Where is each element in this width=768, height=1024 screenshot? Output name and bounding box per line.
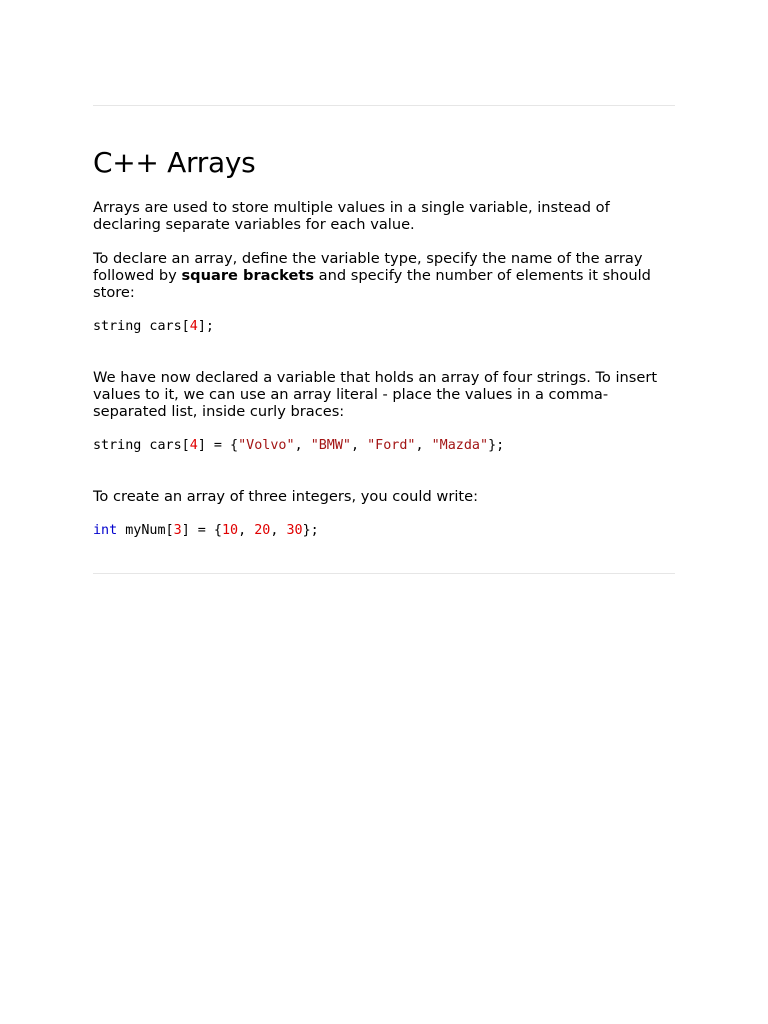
code-keyword: int: [93, 523, 118, 538]
code-number: 10: [222, 523, 239, 538]
code-text: ,: [351, 438, 368, 453]
code-number: 20: [254, 523, 271, 538]
code-text: myNum[: [117, 523, 174, 538]
code-text: ] = {: [197, 438, 239, 453]
declare-paragraph: [93, 250, 675, 301]
intro-paragraph: Arrays are used to store multiple values in a single variable, instead of declaring separate variables for each value.: [93, 199, 610, 233]
declare-text-after: and specify the number of elements it should store:: [93, 267, 651, 301]
declare-text-before: To declare an array, define the variable type, specify the name of the array followed by: [93, 250, 643, 284]
code-text: string cars[: [93, 319, 190, 334]
code-string: "Mazda": [431, 438, 489, 453]
code-number: 3: [173, 523, 182, 538]
literal-paragraph: We have now declared a variable that holds an array of four strings. To insert values to it, we can use an array literal - place the values in a comma-separated list, inside curly braces:: [93, 369, 658, 420]
page-title: C++ Arrays: [93, 146, 256, 179]
code-text: };: [302, 523, 319, 538]
code-number: 30: [286, 523, 303, 538]
code-string: "Ford": [367, 438, 416, 453]
code-text: ] = {: [181, 523, 222, 538]
code-declare-array: [93, 318, 214, 335]
code-text: ,: [270, 523, 287, 538]
code-text: ,: [238, 523, 255, 538]
code-text: ];: [197, 319, 214, 334]
code-string: "Volvo": [238, 438, 295, 453]
bottom-divider: [93, 573, 675, 574]
code-string-array-literal: [93, 437, 504, 454]
code-text: };: [488, 438, 505, 453]
code-int-array: [93, 522, 319, 539]
code-text: ,: [415, 438, 432, 453]
code-number: 4: [189, 319, 198, 334]
code-number: 4: [189, 438, 198, 453]
code-text: string cars[: [93, 438, 190, 453]
code-string: "BMW": [310, 438, 351, 453]
square-brackets-term: square brackets: [181, 267, 315, 284]
integer-paragraph: To create an array of three integers, you could write:: [93, 488, 479, 505]
top-divider: [93, 105, 675, 106]
code-text: ,: [294, 438, 311, 453]
